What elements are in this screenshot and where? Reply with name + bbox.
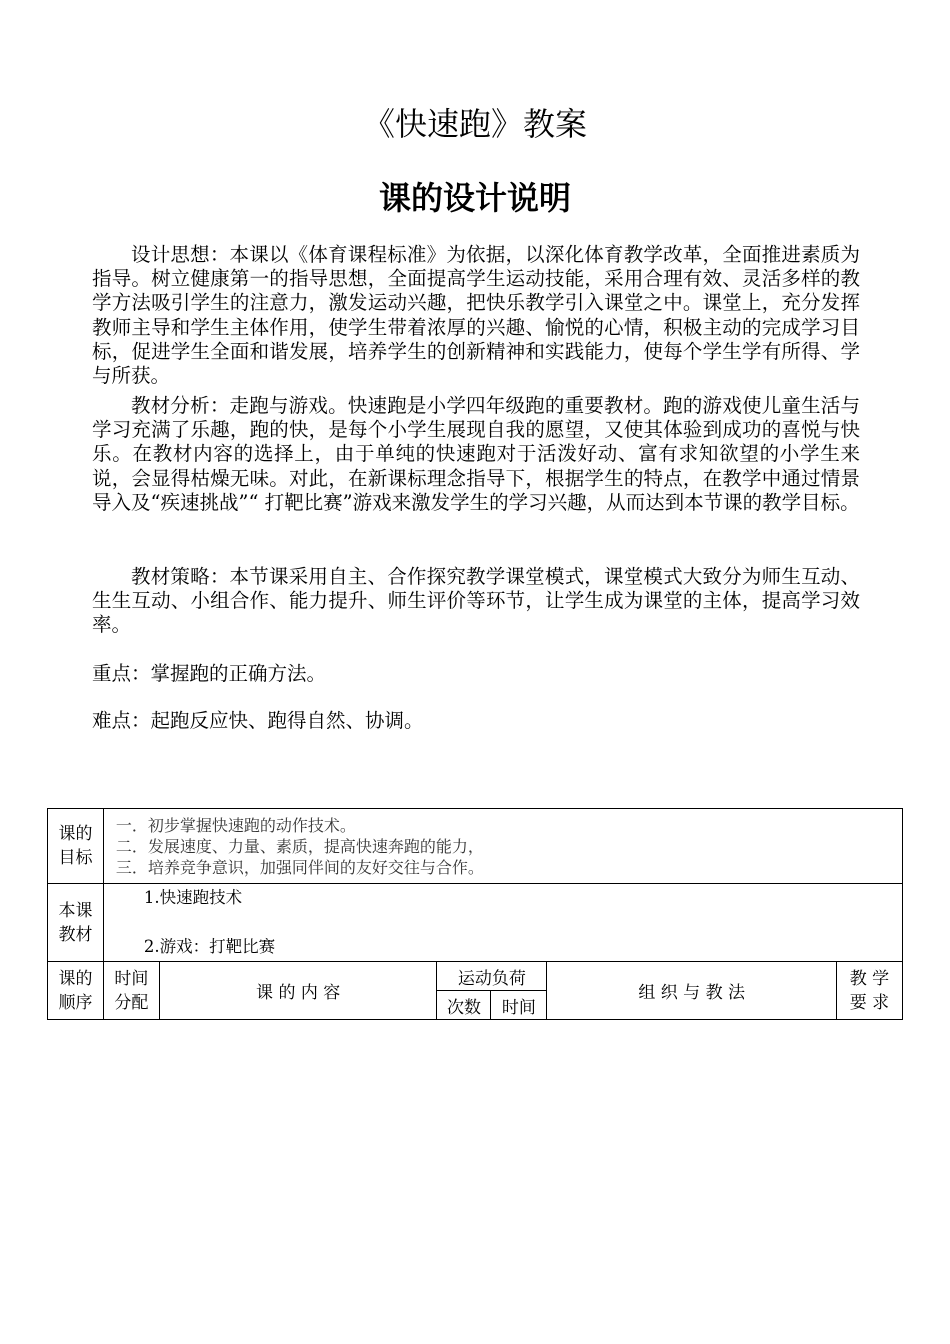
- header-text: 时间: [114, 968, 149, 989]
- header-text: 分配: [114, 992, 149, 1013]
- material-item: 1.快速跑技术: [143, 888, 243, 907]
- goals-label-cell: [48, 809, 104, 884]
- header-text: 顺序: [58, 992, 93, 1013]
- time-allocation-header: [103, 962, 159, 1020]
- method-header: 组 织 与 教 法: [547, 962, 837, 1020]
- goals-label: 课的: [58, 824, 93, 844]
- header-text: 要 求: [849, 992, 890, 1013]
- header-row-top: [48, 962, 903, 991]
- materials-cell: [103, 884, 902, 962]
- paragraph-text: 难点：起跑反应快、跑得自然、协调。: [92, 709, 424, 732]
- materials-label: 本课: [58, 900, 93, 921]
- paragraph-text: 教材策略：本节课采用自主、合作探究教学课堂模式，课堂模式大致分为师生互动、生生互动、小组合作、能力提升、师生评价等环节，让学生成为课堂的主体，提高学习效率。: [92, 565, 860, 637]
- header-text: 课的: [58, 968, 93, 989]
- difficulty-paragraph: [92, 709, 860, 733]
- material-analysis-paragraph: [92, 394, 860, 515]
- material-item: 2.游戏：打靶比赛: [143, 937, 276, 956]
- lesson-table: [47, 808, 903, 1020]
- exercise-load-header: 运动负荷: [437, 962, 547, 991]
- key-point-paragraph: [92, 662, 860, 686]
- goals-label: 目标: [58, 848, 93, 868]
- goals-row: [48, 809, 903, 884]
- header-text: 教 学: [849, 968, 890, 989]
- paragraph-text: 重点：掌握跑的正确方法。: [92, 662, 327, 685]
- document-title: 《快速跑》教案: [362, 105, 587, 143]
- goal-item: 二．发展速度、力量、素质，提高快速奔跑的能力，: [115, 836, 484, 856]
- document-subtitle: 课的设计说明: [378, 179, 571, 217]
- materials-row: [48, 884, 903, 962]
- goals-cell: [103, 809, 902, 884]
- materials-label-cell: [48, 884, 104, 962]
- content-header: 课 的 内 容: [159, 962, 437, 1020]
- materials-label: 教材: [58, 924, 93, 945]
- order-header: [48, 962, 104, 1020]
- goal-item: 三．培养竞争意识，加强同伴间的友好交往与合作。: [115, 857, 484, 877]
- paragraph-text: 设计思想：本课以《体育课程标准》为依据，以深化体育教学改革，全面推进素质为指导。树立健康第一的指导思想，全面提高学生运动技能，采用合理有效、灵活多样的教学方法吸引学生的注意力，激发运动兴趣，把快乐教学引入课堂之中。课堂上，充分发挥教师主导和学生主体作用，使学生带着浓厚的兴趣、愉悦的心情，积极主动的完成学习目标，促进学生全面和谐发展，培养学生的创新精神和实践能力，使每个学生学有所得、学与所获。: [92, 243, 860, 388]
- paragraph-text: 教材分析：走跑与游戏。快速跑是小学四年级跑的重要教材。跑的游戏使儿童生活与学习充满了乐趣，跑的快，是每个小学生展现自我的愿望，又使其体验到成功的喜悦与快乐。在教材内容的选择上，由于单纯的快速跑对于活泼好动、富有求知欲望的小学生来说，会显得枯燥无味。对此，在新课标理念指导下，根据学生的特点，在教学中通过情景导入及“疾速挑战”“ 打靶比赛”游戏来激发学生的学习兴趣，从而达到本节课的教学目标。: [92, 394, 860, 514]
- count-header: 次数: [437, 991, 491, 1020]
- teaching-strategy-paragraph: [92, 565, 860, 638]
- goal-item: 一．初步掌握快速跑的动作技术。: [115, 815, 356, 835]
- duration-header: 时间: [491, 991, 547, 1020]
- requirements-header: [836, 962, 902, 1020]
- design-idea-paragraph: [92, 243, 860, 388]
